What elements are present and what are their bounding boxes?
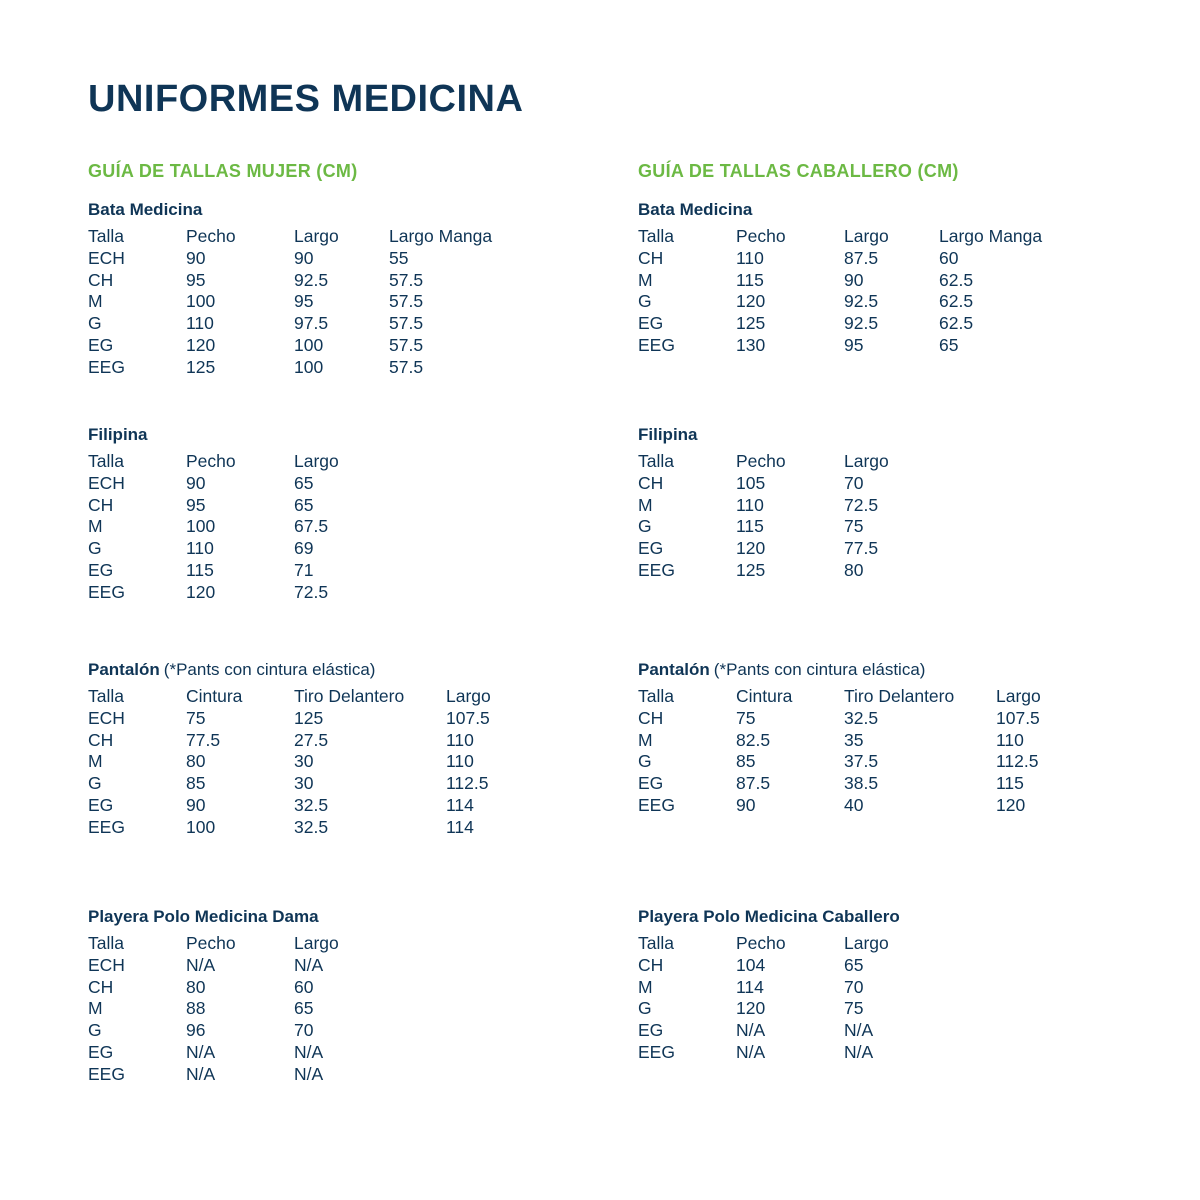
table-row <box>638 998 939 1020</box>
table-cell: N/A <box>186 954 216 975</box>
table-cell: 27.5 <box>294 729 329 750</box>
header-row <box>88 451 389 473</box>
table-cell: EEG <box>638 559 675 580</box>
header-row <box>88 686 491 708</box>
table-cell: 62.5 <box>939 269 974 290</box>
table-cell: G <box>88 538 102 559</box>
table-cell: 57.5 <box>389 334 424 355</box>
table-cell: 85 <box>186 773 206 794</box>
table-cell: 32.5 <box>294 816 329 837</box>
table-cell: 100 <box>186 816 216 837</box>
table-cell: 120 <box>736 538 766 559</box>
table-cell: 90 <box>186 794 206 815</box>
table-cell: 57.5 <box>389 269 424 290</box>
column-header: Cintura <box>186 686 243 706</box>
column-header: Pecho <box>186 451 236 471</box>
table-row <box>638 291 1042 313</box>
table-cell: 90 <box>736 794 756 815</box>
table-cell: 110 <box>736 494 764 515</box>
table-cell: N/A <box>294 1063 324 1084</box>
table-row <box>638 248 1042 270</box>
men-pantalon-section <box>638 658 1158 817</box>
table-cell: 120 <box>736 998 766 1019</box>
table-cell: CH <box>638 472 664 493</box>
section-title: Playera Polo Medicina Caballero <box>638 907 900 926</box>
table-cell: 110 <box>186 313 214 334</box>
table-cell: 80 <box>186 751 206 772</box>
table-cell: 120 <box>186 581 216 602</box>
table-cell: M <box>638 729 653 750</box>
table-cell: CH <box>638 247 664 268</box>
table-cell: 57.5 <box>389 313 424 334</box>
table-cell: 65 <box>294 494 314 515</box>
table-cell: 82.5 <box>736 729 771 750</box>
table-row <box>638 773 1041 795</box>
women-bata-section <box>88 198 608 379</box>
column-header: Talla <box>638 933 674 953</box>
table-cell: 57.5 <box>389 356 424 377</box>
men-polo-table <box>638 933 939 1064</box>
men-polo-section <box>638 905 1158 1064</box>
section-title: Pantalón <box>88 660 160 679</box>
table-cell: EG <box>638 538 664 559</box>
table-cell: 80 <box>186 976 206 997</box>
table-cell: 110 <box>186 538 214 559</box>
table-cell: EG <box>638 773 664 794</box>
section-title: Filipina <box>88 425 148 444</box>
section-note: (*Pants con cintura elástica) <box>163 660 376 679</box>
table-cell: 55 <box>389 247 409 268</box>
section-title: Bata Medicina <box>638 200 753 219</box>
table-cell: 37.5 <box>844 751 879 772</box>
table-cell: N/A <box>736 1020 766 1041</box>
table-row <box>638 538 939 560</box>
table-cell: 80 <box>844 559 864 580</box>
table-cell: 72.5 <box>294 581 329 602</box>
table-cell: 30 <box>294 773 314 794</box>
section-title: Bata Medicina <box>88 200 203 219</box>
table-cell: N/A <box>186 1063 216 1084</box>
table-row <box>88 357 492 379</box>
section-title: Filipina <box>638 425 698 444</box>
column-header: Tiro Delantero <box>294 686 405 706</box>
table-cell: 87.5 <box>736 773 771 794</box>
table-cell: EEG <box>638 794 675 815</box>
men-bata-table <box>638 226 1042 357</box>
table-cell: 120 <box>186 334 216 355</box>
men-pantalon-table <box>638 686 1041 817</box>
table-cell: ECH <box>88 707 125 728</box>
table-cell: EEG <box>88 356 125 377</box>
table-cell: EEG <box>88 581 125 602</box>
column-header: Pecho <box>186 933 236 953</box>
column-header: Pecho <box>736 451 786 471</box>
table-row <box>638 751 1041 773</box>
table-cell: 70 <box>844 976 864 997</box>
table-row <box>88 998 389 1020</box>
table-cell: CH <box>88 494 114 515</box>
table-cell: G <box>88 773 102 794</box>
table-cell: 97.5 <box>294 313 329 334</box>
table-cell: M <box>88 998 103 1019</box>
table-cell: 95 <box>844 334 864 355</box>
table-row <box>638 1042 939 1064</box>
table-cell: N/A <box>844 1041 874 1062</box>
table-cell: 110 <box>996 729 1024 750</box>
table-cell: 110 <box>736 247 764 268</box>
table-row <box>88 955 389 977</box>
table-row <box>88 773 491 795</box>
men-bata-section <box>638 198 1158 357</box>
table-cell: 40 <box>844 794 864 815</box>
table-row <box>638 560 939 582</box>
table-cell: 62.5 <box>939 291 974 312</box>
table-row <box>88 270 492 292</box>
table-cell: 100 <box>186 291 216 312</box>
column-header: Talla <box>88 451 124 471</box>
women-filipina-section <box>88 423 608 604</box>
table-cell: 75 <box>844 516 864 537</box>
table-cell: 72.5 <box>844 494 879 515</box>
column-header: Pecho <box>736 226 786 246</box>
table-cell: 112.5 <box>446 773 489 794</box>
table-cell: 69 <box>294 538 314 559</box>
table-cell: 70 <box>844 472 864 493</box>
women-polo-section <box>88 905 608 1086</box>
table-cell: 77.5 <box>186 729 221 750</box>
table-cell: 120 <box>736 291 766 312</box>
column-header: Talla <box>638 686 674 706</box>
table-cell: EG <box>88 794 114 815</box>
table-cell: 105 <box>736 472 766 493</box>
table-cell: ECH <box>88 954 125 975</box>
table-cell: 90 <box>186 472 206 493</box>
table-cell: 92.5 <box>844 313 879 334</box>
table-cell: 95 <box>186 494 206 515</box>
header-row <box>638 451 939 473</box>
table-cell: 107.5 <box>446 707 490 728</box>
table-row <box>88 560 389 582</box>
table-cell: 71 <box>294 559 314 580</box>
table-cell: CH <box>88 269 114 290</box>
men-size-guide <box>638 158 1138 1062</box>
header-row <box>88 933 389 955</box>
table-row <box>88 291 492 313</box>
table-row <box>638 270 1042 292</box>
column-header: Largo <box>844 451 889 471</box>
table-row <box>88 335 492 357</box>
table-row <box>88 473 389 495</box>
table-cell: ECH <box>88 247 125 268</box>
women-pantalon-section <box>88 658 608 839</box>
table-cell: 32.5 <box>844 707 879 728</box>
column-header: Largo <box>844 226 889 246</box>
table-cell: N/A <box>186 1041 216 1062</box>
section-title: Playera Polo Medicina Dama <box>88 907 319 926</box>
table-cell: G <box>638 998 652 1019</box>
section-note: (*Pants con cintura elástica) <box>713 660 926 679</box>
table-row <box>638 473 939 495</box>
table-cell: EG <box>88 559 114 580</box>
women-pantalon-table <box>88 686 491 839</box>
column-header: Largo <box>294 226 339 246</box>
women-bata-table <box>88 226 492 379</box>
table-row <box>88 977 389 999</box>
table-cell: 110 <box>446 729 474 750</box>
table-cell: 125 <box>736 313 766 334</box>
table-cell: 30 <box>294 751 314 772</box>
header-row <box>638 686 1041 708</box>
column-header: Largo <box>996 686 1041 706</box>
table-cell: 90 <box>294 247 314 268</box>
table-cell: 130 <box>736 334 766 355</box>
table-cell: 60 <box>294 976 314 997</box>
table-row <box>88 313 492 335</box>
table-cell: N/A <box>844 1020 874 1041</box>
header-row <box>638 933 939 955</box>
table-cell: N/A <box>736 1041 766 1062</box>
table-cell: 125 <box>736 559 766 580</box>
table-row <box>88 751 491 773</box>
table-cell: M <box>88 516 103 537</box>
table-cell: 92.5 <box>294 269 329 290</box>
table-cell: 110 <box>446 751 474 772</box>
table-cell: 57.5 <box>389 291 424 312</box>
table-cell: 114 <box>736 976 764 997</box>
men-guide-heading: GUÍA DE TALLAS CABALLERO (CM) <box>638 161 959 181</box>
table-cell: 38.5 <box>844 773 879 794</box>
table-cell: 95 <box>186 269 206 290</box>
table-row <box>638 955 939 977</box>
column-header: Pecho <box>186 226 236 246</box>
table-cell: G <box>88 313 102 334</box>
men-filipina-section <box>638 423 1158 582</box>
table-row <box>88 1020 389 1042</box>
section-title: Pantalón <box>638 660 710 679</box>
table-row <box>638 795 1041 817</box>
table-cell: G <box>638 291 652 312</box>
table-row <box>88 1042 389 1064</box>
table-row <box>88 516 389 538</box>
table-cell: 104 <box>736 954 766 975</box>
table-row <box>638 335 1042 357</box>
table-cell: 65 <box>844 954 864 975</box>
table-cell: M <box>88 751 103 772</box>
table-cell: 115 <box>996 773 1024 794</box>
table-cell: 75 <box>844 998 864 1019</box>
table-cell: G <box>638 751 652 772</box>
women-polo-table <box>88 933 389 1086</box>
table-row <box>88 795 491 817</box>
table-cell: 115 <box>736 516 764 537</box>
table-cell: 85 <box>736 751 756 772</box>
table-cell: EEG <box>88 816 125 837</box>
table-cell: 87.5 <box>844 247 879 268</box>
table-cell: 62.5 <box>939 313 974 334</box>
women-guide-heading: GUÍA DE TALLAS MUJER (CM) <box>88 161 358 181</box>
table-row <box>88 730 491 752</box>
table-row <box>88 495 389 517</box>
table-cell: N/A <box>294 954 324 975</box>
table-cell: ECH <box>88 472 125 493</box>
table-cell: 77.5 <box>844 538 879 559</box>
table-cell: 75 <box>736 707 756 728</box>
table-cell: EG <box>638 1020 664 1041</box>
table-cell: 96 <box>186 1020 206 1041</box>
table-row <box>88 1064 389 1086</box>
column-header: Talla <box>638 226 674 246</box>
column-header: Largo <box>294 933 339 953</box>
table-row <box>88 708 491 730</box>
table-cell: 114 <box>446 816 474 837</box>
table-row <box>88 817 491 839</box>
men-filipina-table <box>638 451 939 582</box>
column-header: Talla <box>88 933 124 953</box>
column-header: Talla <box>88 686 124 706</box>
table-cell: 115 <box>186 559 214 580</box>
column-header: Largo <box>294 451 339 471</box>
table-cell: 90 <box>186 247 206 268</box>
column-header: Largo Manga <box>939 226 1043 246</box>
women-filipina-table <box>88 451 389 604</box>
table-cell: 60 <box>939 247 959 268</box>
table-cell: EEG <box>88 1063 125 1084</box>
table-row <box>638 708 1041 730</box>
header-row <box>638 226 1042 248</box>
table-cell: 112.5 <box>996 751 1039 772</box>
table-cell: 125 <box>186 356 216 377</box>
table-row <box>638 313 1042 335</box>
table-cell: 35 <box>844 729 864 750</box>
column-header: Largo Manga <box>389 226 493 246</box>
column-header: Largo <box>446 686 491 706</box>
women-size-guide <box>88 158 588 1084</box>
table-cell: 114 <box>446 794 474 815</box>
table-cell: 100 <box>186 516 216 537</box>
table-cell: 107.5 <box>996 707 1040 728</box>
table-cell: CH <box>88 729 114 750</box>
table-cell: 65 <box>939 334 959 355</box>
column-header: Pecho <box>736 933 786 953</box>
page-title: UNIFORMES MEDICINA <box>88 78 524 120</box>
table-row <box>638 977 939 999</box>
table-cell: EG <box>88 1041 114 1062</box>
column-header: Tiro Delantero <box>844 686 955 706</box>
table-cell: 65 <box>294 998 314 1019</box>
table-cell: 115 <box>736 269 764 290</box>
table-cell: G <box>638 516 652 537</box>
table-cell: 32.5 <box>294 794 329 815</box>
table-cell: 120 <box>996 794 1026 815</box>
table-cell: EG <box>638 313 664 334</box>
table-cell: M <box>638 269 653 290</box>
table-cell: M <box>638 494 653 515</box>
header-row <box>88 226 492 248</box>
table-row <box>88 538 389 560</box>
table-cell: 100 <box>294 334 324 355</box>
table-row <box>88 582 389 604</box>
table-cell: EG <box>88 334 114 355</box>
table-cell: 75 <box>186 707 206 728</box>
table-cell: 92.5 <box>844 291 879 312</box>
table-cell: 90 <box>844 269 864 290</box>
table-row <box>638 516 939 538</box>
table-cell: G <box>88 1020 102 1041</box>
table-cell: CH <box>88 976 114 997</box>
table-cell: 67.5 <box>294 516 329 537</box>
table-cell: 125 <box>294 707 324 728</box>
table-row <box>638 730 1041 752</box>
table-cell: CH <box>638 707 664 728</box>
table-cell: 88 <box>186 998 206 1019</box>
table-row <box>638 495 939 517</box>
table-cell: 95 <box>294 291 314 312</box>
table-cell: EEG <box>638 334 675 355</box>
table-cell: M <box>88 291 103 312</box>
table-cell: 100 <box>294 356 324 377</box>
table-cell: EEG <box>638 1041 675 1062</box>
table-row <box>638 1020 939 1042</box>
column-header: Cintura <box>736 686 793 706</box>
table-cell: 65 <box>294 472 314 493</box>
table-row <box>88 248 492 270</box>
column-header: Talla <box>88 226 124 246</box>
table-cell: CH <box>638 954 664 975</box>
table-cell: 70 <box>294 1020 314 1041</box>
column-header: Largo <box>844 933 889 953</box>
table-cell: N/A <box>294 1041 324 1062</box>
column-header: Talla <box>638 451 674 471</box>
table-cell: M <box>638 976 653 997</box>
